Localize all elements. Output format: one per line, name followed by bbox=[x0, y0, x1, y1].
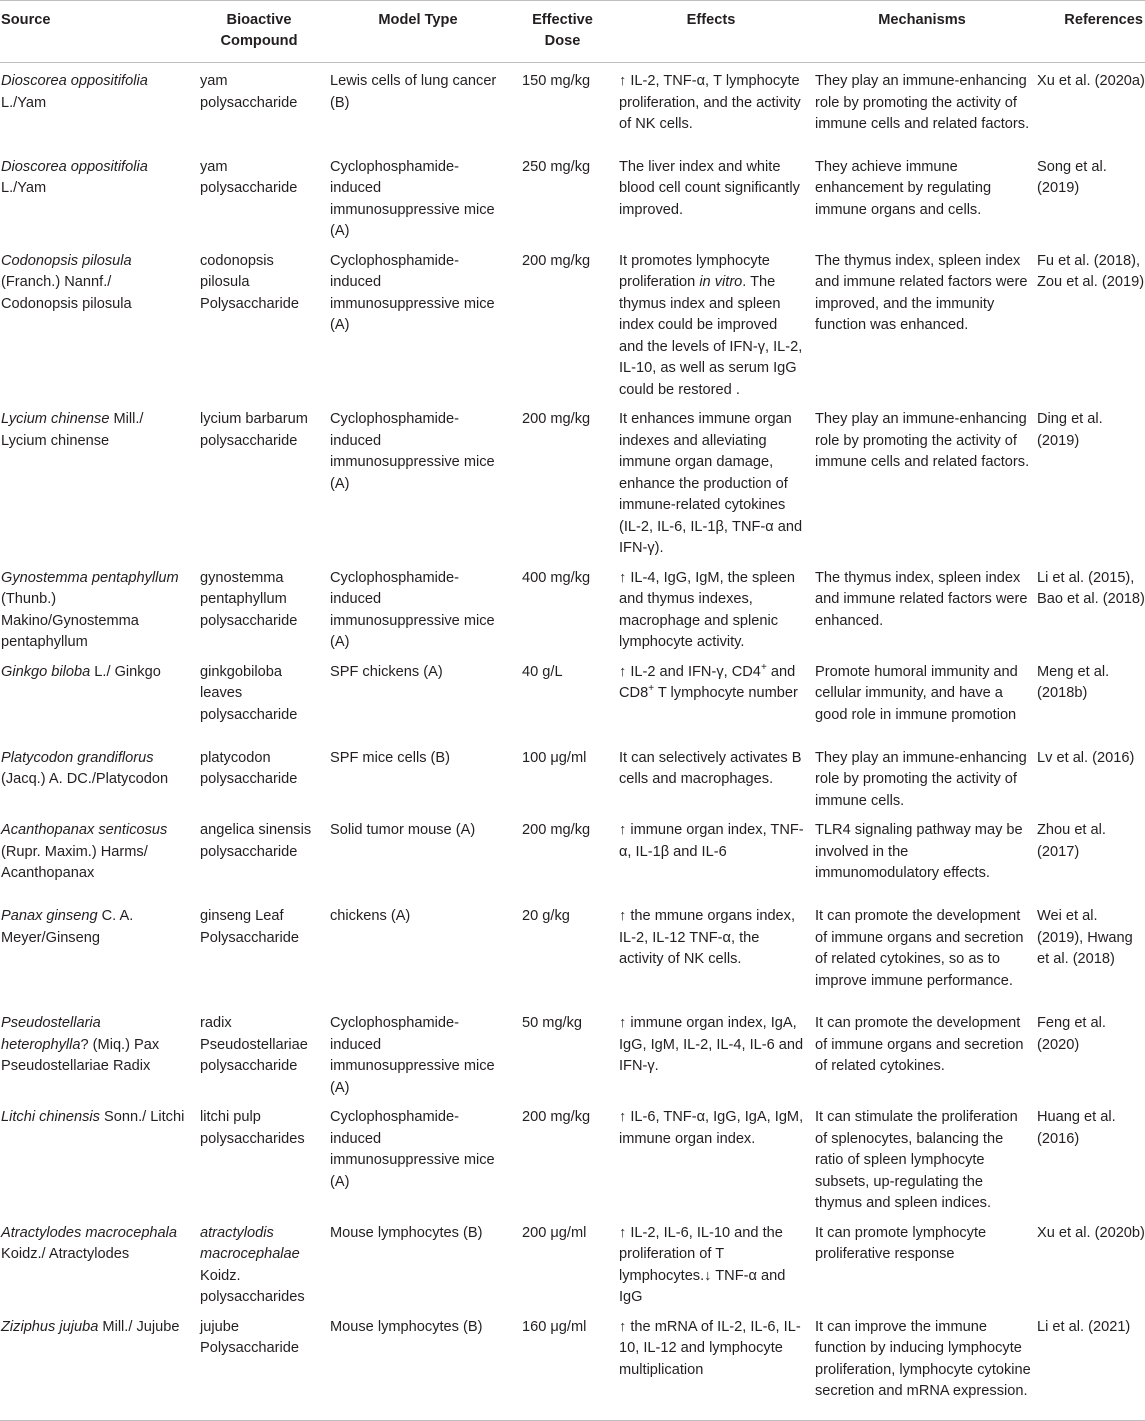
cell-compound: radix Pseudostellariae polysaccharide bbox=[200, 1015, 308, 1074]
header-model: Model Type bbox=[378, 12, 458, 28]
source-detail: C. A. Meyer/Ginseng bbox=[1, 908, 134, 946]
cell-dose: 160 μg/ml bbox=[522, 1318, 587, 1335]
source-detail: L./Yam bbox=[1, 180, 47, 196]
table-row bbox=[0, 243, 1145, 402]
cell-model: Cyclophosphamide-induced immunosuppressive mice (A) bbox=[330, 252, 495, 333]
cell-model: Cyclophosphamide-induced immunosuppressive mice (A) bbox=[330, 569, 495, 650]
cell-model: Lewis cells of lung cancer (B) bbox=[330, 73, 497, 111]
effects-text: ↑ IL-2 and IFN-γ, CD4 bbox=[619, 663, 761, 680]
header-source: Source bbox=[1, 12, 51, 28]
cell-effects: ↑ immune organ index, TNF-α, IL-1β and IL-6 bbox=[619, 822, 804, 860]
source-detail: (Rupr. Maxim.) Harms/ Acanthopanax bbox=[1, 843, 148, 881]
cell-effects: It can selectively activates B cells and macrophages. bbox=[619, 749, 802, 787]
cell-model: chickens (A) bbox=[330, 908, 411, 924]
source-detail: (Jacq.) A. DC./Platycodon bbox=[1, 771, 169, 787]
cell-dose: 250 mg/kg bbox=[522, 158, 591, 175]
species-name: Platycodon grandiflorus bbox=[1, 749, 154, 766]
cell-mechanisms: They play an immune-enhancing role by promoting the activity of immune cells and related factors. bbox=[815, 73, 1030, 132]
cell-model: Mouse lymphocytes (B) bbox=[330, 1224, 483, 1241]
header-row bbox=[0, 1, 1145, 63]
effects-text: . The thymus index and spleen index could be improved and the levels of IFN-γ, IL-2, IL-10, as well as serum IgG could be restored . bbox=[619, 274, 803, 398]
cell-dose: 200 mg/kg bbox=[522, 252, 591, 269]
cell-mechanisms: It can promote the development of immune organs and secretion of related cytokines, so as to improve immune performance. bbox=[815, 908, 1024, 989]
cell-effects: ↑ the mRNA of IL-2, IL-6, IL-10, IL-12 and lymphocyte multiplication bbox=[619, 1318, 801, 1378]
cell-dose: 200 mg/kg bbox=[522, 822, 591, 838]
compound-italic: atractylodis macrocephalae bbox=[200, 1224, 300, 1262]
cell-mechanisms: Promote humoral immunity and cellular immunity, and have a good role in immune promotion bbox=[815, 663, 1018, 723]
cell-source bbox=[0, 63, 194, 149]
cell-source bbox=[0, 1005, 194, 1099]
cell-mechanisms: TLR4 signaling pathway may be involved in the immunomodulatory effects. bbox=[815, 822, 1023, 881]
species-name: Dioscorea oppositifolia bbox=[1, 158, 148, 175]
cell-source bbox=[0, 401, 194, 560]
cell-references: Song et al. (2019) bbox=[1037, 158, 1107, 196]
cell-mechanisms: The thymus index, spleen index and immune related factors were improved, and the immunity function was enhanced. bbox=[815, 252, 1028, 333]
species-name: Gynostemma pentaphyllum bbox=[1, 569, 179, 586]
table-row bbox=[0, 1099, 1145, 1215]
cell-compound bbox=[194, 1215, 324, 1309]
source-detail: Mill./ Lycium chinense bbox=[1, 411, 144, 449]
cell-effects bbox=[613, 654, 809, 740]
cell-mechanisms: They achieve immune enhancement by regulating immune organs and cells. bbox=[815, 158, 992, 218]
cell-model: Cyclophosphamide-induced immunosuppressive mice (A) bbox=[330, 1109, 495, 1190]
cell-effects: ↑ IL-2, TNF-α, T lymphocyte proliferation, and the activity of NK cells. bbox=[619, 73, 801, 132]
table-body bbox=[0, 63, 1145, 1421]
cell-source bbox=[0, 812, 194, 898]
species-name: Dioscorea oppositifolia bbox=[1, 73, 148, 89]
cell-source bbox=[0, 243, 194, 402]
header-mechanisms: Mechanisms bbox=[878, 12, 966, 28]
cell-references: Huang et al. (2016) bbox=[1037, 1109, 1116, 1147]
cell-dose: 40 g/L bbox=[522, 663, 563, 680]
header-references: References bbox=[1064, 12, 1143, 28]
cell-dose: 100 μg/ml bbox=[522, 749, 587, 766]
cell-references: Li et al. (2021) bbox=[1037, 1318, 1131, 1335]
cell-source bbox=[0, 740, 194, 813]
cell-effects: It enhances immune organ indexes and alleviating immune organ damage, enhance the production of immune-related cytokines (IL-2, IL-6, IL-1β, TNF-α and IFN-γ). bbox=[619, 411, 803, 556]
header-dose: Effective Dose bbox=[532, 12, 593, 49]
cell-dose: 50 mg/kg bbox=[522, 1015, 583, 1031]
cell-references: Wei et al. (2019), Hwang et al. (2018) bbox=[1037, 908, 1133, 967]
cell-compound: ginseng Leaf Polysaccharide bbox=[200, 908, 299, 946]
species-name: Acanthopanax senticosus bbox=[1, 822, 168, 838]
header-effects: Effects bbox=[686, 12, 736, 28]
cell-source bbox=[0, 898, 194, 1005]
cell-mechanisms: It can improve the immune function by inducing lymphocyte proliferation, lymphocyte cytokine secretion and mRNA expression. bbox=[815, 1318, 1031, 1399]
source-detail: ? (Miq.) Pax Pseudostellariae Radix bbox=[1, 1036, 160, 1074]
cell-model: Solid tumor mouse (A) bbox=[330, 822, 476, 838]
species-name: Codonopsis pilosula bbox=[1, 252, 132, 269]
effects-text: T lymphocyte number bbox=[654, 685, 798, 701]
cell-references: Li et al. (2015), Bao et al. (2018) bbox=[1037, 569, 1145, 607]
cell-compound: yam polysaccharide bbox=[200, 73, 298, 111]
effects-text: and CD8 bbox=[619, 663, 796, 701]
effects-italic: in vitro bbox=[699, 274, 743, 290]
source-detail: L./ Ginkgo bbox=[90, 663, 161, 680]
cell-model: SPF chickens (A) bbox=[330, 663, 443, 680]
cell-source bbox=[0, 654, 194, 740]
cell-model: Cyclophosphamide-induced immunosuppressive mice (A) bbox=[330, 411, 495, 492]
cell-mechanisms: It can promote the development of immune organs and secretion of related cytokines. bbox=[815, 1015, 1024, 1074]
effects-text: It promotes lymphocyte proliferation bbox=[619, 252, 770, 290]
cell-effects bbox=[613, 243, 809, 402]
cell-dose: 200 μg/ml bbox=[522, 1224, 587, 1241]
cell-mechanisms: The thymus index, spleen index and immune related factors were enhanced. bbox=[815, 569, 1028, 629]
superscript-plus: + bbox=[648, 683, 655, 695]
cell-dose: 200 mg/kg bbox=[522, 1109, 591, 1125]
cell-references: Zhou et al. (2017) bbox=[1037, 822, 1106, 860]
table-row bbox=[0, 149, 1145, 243]
cell-compound: codonopsis pilosula Polysaccharide bbox=[200, 252, 299, 312]
cell-compound: litchi pulp polysaccharides bbox=[200, 1109, 305, 1147]
cell-compound: lycium barbarum polysaccharide bbox=[200, 411, 308, 449]
cell-dose: 150 mg/kg bbox=[522, 73, 591, 89]
species-name: Panax ginseng bbox=[1, 908, 98, 924]
cell-references: Ding et al. (2019) bbox=[1037, 411, 1103, 449]
table-row bbox=[0, 654, 1145, 740]
cell-references: Feng et al. (2020) bbox=[1037, 1015, 1106, 1053]
species-name: Atractylodes macrocephala bbox=[1, 1224, 178, 1241]
cell-mechanisms: They play an immune-enhancing role by promoting the activity of immune cells and related factors. bbox=[815, 411, 1030, 470]
table-header bbox=[0, 1, 1145, 63]
source-detail: Mill./ Jujube bbox=[98, 1318, 180, 1335]
source-detail: Koidz./ Atractylodes bbox=[1, 1246, 130, 1262]
species-name: Lycium chinense bbox=[1, 411, 110, 427]
cell-source bbox=[0, 149, 194, 243]
cell-model: Cyclophosphamide-induced immunosuppressive mice (A) bbox=[330, 1015, 495, 1096]
cell-mechanisms: It can promote lymphocyte proliferative response bbox=[815, 1224, 987, 1262]
table-row bbox=[0, 898, 1145, 1005]
species-name: Pseudostellaria heterophylla bbox=[1, 1015, 101, 1053]
compound-detail: Koidz. polysaccharides bbox=[200, 1267, 305, 1305]
cell-source bbox=[0, 1309, 194, 1421]
cell-compound: jujube Polysaccharide bbox=[200, 1318, 299, 1356]
table-row bbox=[0, 740, 1145, 813]
cell-mechanisms: It can stimulate the proliferation of splenocytes, balancing the ratio of spleen lymphocyte subsets, up-regulating the thymus and spleen indices. bbox=[815, 1109, 1018, 1211]
source-detail: Sonn./ Litchi bbox=[99, 1109, 185, 1125]
cell-mechanisms: They play an immune-enhancing role by promoting the activity of immune cells. bbox=[815, 749, 1027, 809]
cell-compound: gynostemma pentaphyllum polysaccharide bbox=[200, 569, 298, 629]
cell-effects: The liver index and white blood cell count significantly improved. bbox=[619, 158, 800, 218]
cell-references: Lv et al. (2016) bbox=[1037, 749, 1135, 766]
cell-dose: 20 g/kg bbox=[522, 908, 570, 924]
species-name: Ziziphus jujuba bbox=[1, 1318, 99, 1335]
table-row bbox=[0, 1215, 1145, 1309]
cell-references: Xu et al. (2020b) bbox=[1037, 1224, 1145, 1241]
cell-dose: 400 mg/kg bbox=[522, 569, 591, 586]
cell-model: SPF mice cells (B) bbox=[330, 749, 451, 766]
cell-references: Meng et al. (2018b) bbox=[1037, 663, 1110, 701]
table-row bbox=[0, 1309, 1145, 1421]
cell-effects: ↑ the mmune organs index, IL-2, IL-12 TNF-α, the activity of NK cells. bbox=[619, 908, 796, 967]
source-detail: (Thunb.) Makino/Gynostemma pentaphyllum bbox=[1, 591, 139, 650]
cell-references: Xu et al. (2020a) bbox=[1037, 73, 1145, 89]
superscript-plus: + bbox=[760, 661, 767, 673]
cell-effects: ↑ immune organ index, IgA, IgG, IgM, IL-2, IL-4, IL-6 and IFN-γ. bbox=[619, 1015, 804, 1074]
cell-references: Fu et al. (2018), Zou et al. (2019) bbox=[1037, 252, 1145, 290]
table-row bbox=[0, 63, 1145, 149]
cell-source bbox=[0, 1215, 194, 1309]
source-detail: L./Yam bbox=[1, 94, 47, 111]
table-row bbox=[0, 812, 1145, 898]
cell-model: Cyclophosphamide-induced immunosuppressive mice (A) bbox=[330, 158, 495, 239]
cell-model: Mouse lymphocytes (B) bbox=[330, 1318, 483, 1335]
species-name: Ginkgo biloba bbox=[1, 663, 91, 680]
species-name: Litchi chinensis bbox=[1, 1109, 100, 1125]
header-compound: Bioactive Compound bbox=[220, 12, 298, 49]
cell-source bbox=[0, 1099, 194, 1215]
cell-compound: ginkgobiloba leaves polysaccharide bbox=[200, 663, 298, 723]
table-row bbox=[0, 1005, 1145, 1099]
cell-source bbox=[0, 560, 194, 654]
cell-effects: ↑ IL-4, IgG, IgM, the spleen and thymus indexes, macrophage and splenic lymphocyte activity. bbox=[619, 569, 796, 650]
cell-compound: angelica sinensis polysaccharide bbox=[200, 822, 312, 860]
source-detail: (Franch.) Nannf./ Codonopsis pilosula bbox=[1, 274, 132, 312]
cell-compound: platycodon polysaccharide bbox=[200, 749, 298, 787]
cell-compound: yam polysaccharide bbox=[200, 158, 298, 196]
cell-effects: ↑ IL-2, IL-6, IL-10 and the proliferation of T lymphocytes.↓ TNF-α and IgG bbox=[619, 1224, 786, 1305]
table-row bbox=[0, 560, 1145, 654]
cell-dose: 200 mg/kg bbox=[522, 411, 591, 427]
table-row bbox=[0, 401, 1145, 560]
cell-effects: ↑ IL-6, TNF-α, IgG, IgA, IgM, immune organ index. bbox=[619, 1109, 804, 1147]
